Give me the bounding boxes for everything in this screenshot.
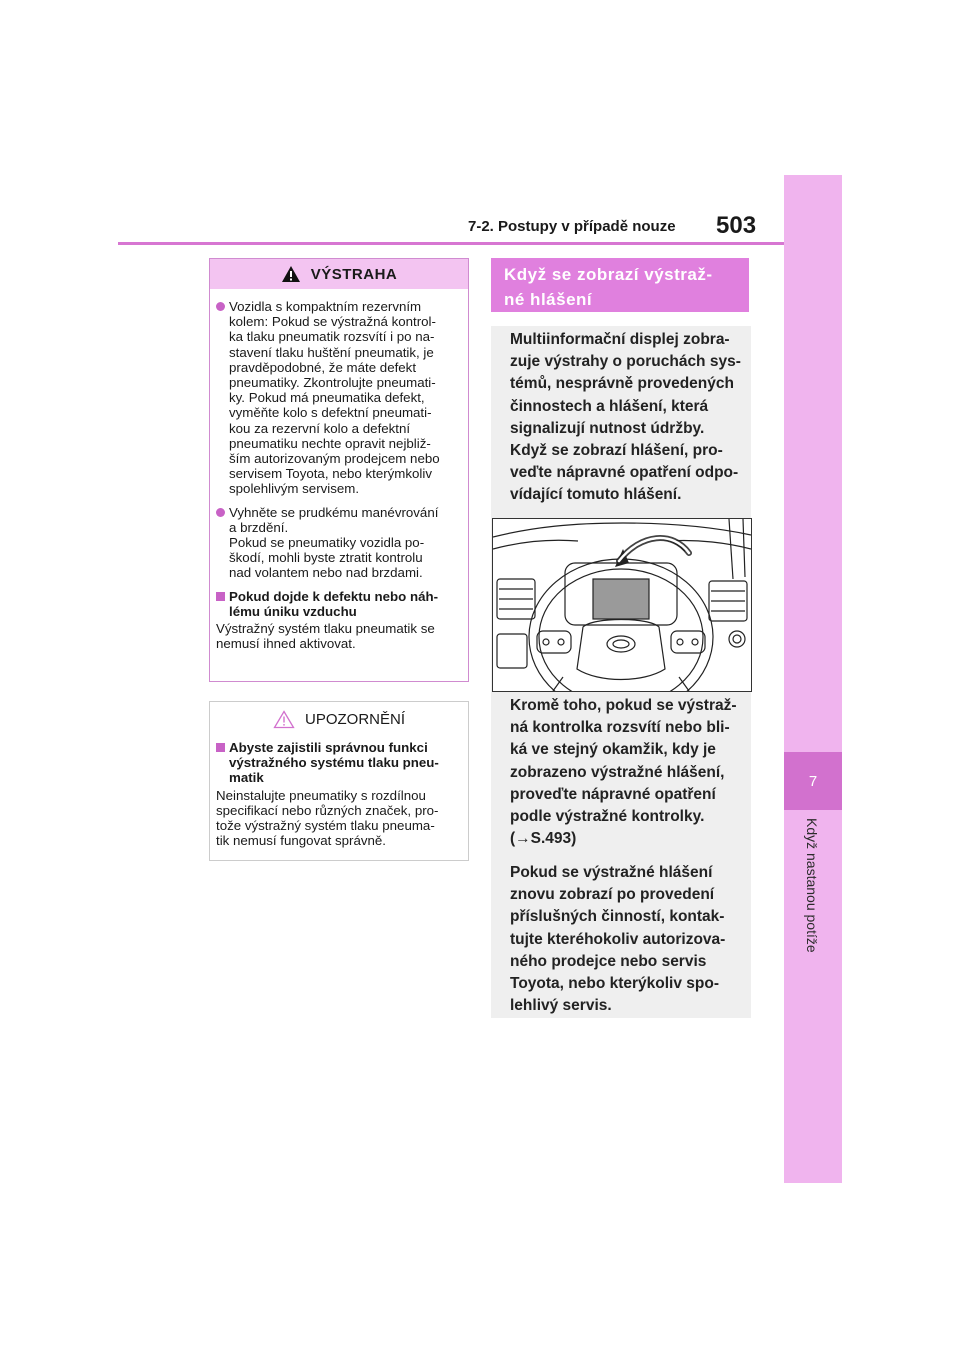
- info-text-3: Pokud se výstražné hlášení znovu zobrazí po provedení příslušných činností, kontak- tujte kteréhokoliv autorizova- ného prodejce nebo servis Toyota, nebo kterýkoliv spo- lehlivý servis.: [510, 864, 726, 1015]
- warning-item: Vozidla s kompaktním rezervním kolem: Pokud se výstražná kontrol- ka tlaku pneumatik rozsvítí i po na- stavení tlaku huštění pneumatik, je pravděpodobné, že máte defekt pneumatiky. Zkontrolujte pneumati- ky. Pokud má pneumatika defekt, vyměňte kolo s defektní pneumati- kou za rezervní kolo a defektní pneumatiku nechte opravit nejbliž- ším autorizovaným prodejcem nebo servisem Toyota, nebo kterýmkoliv spolehlivým servisem.: [216, 299, 462, 497]
- caution-paragraph: Neinstalujte pneumatiky s rozdílnou specifikací nebo různých značek, pro- tože výstražný systém tlaku pneuma- tik nemusí fungovat správně.: [216, 787, 439, 849]
- info-text-1: Multiinformační displej zobra- zuje výstrahy o poruchách sys- témů, nesprávně provedených činnostech a hlášení, která signalizují nutnost údržby. Když se zobrazí hlášení, pro- veďte nápravné opatření odpo- vídající tomuto hlášení.: [510, 331, 741, 504]
- bullet-square-icon: [216, 592, 225, 601]
- caution-subheading: Abyste zajistili správnou funkci výstražného systému tlaku pneu- matik: [216, 740, 462, 786]
- caution-triangle-icon: [273, 710, 295, 729]
- section-title: 7-2. Postupy v případě nouze: [468, 218, 676, 235]
- warning-box: [209, 258, 469, 682]
- caution-title: UPOZORNĚNÍ: [304, 710, 405, 728]
- page-number: 503: [716, 212, 757, 239]
- bullet-dot-icon: [216, 508, 225, 517]
- caution-box: [209, 701, 469, 861]
- warning-item: Vyhněte se prudkému manévrování a brzdění. Pokud se pneumatiky vozidla po- škodí, mohli byste ztratit kontrolu nad volantem nebo nad brzdami.: [216, 505, 462, 581]
- section-heading: Když se zobrazí výstraž- né hlášení: [491, 258, 749, 312]
- warning-subheading: Pokud dojde k defektu nebo náh- lému úniku vzduchu: [216, 589, 462, 619]
- dashboard-illustration: [492, 518, 752, 692]
- caution-header: [210, 704, 468, 734]
- chapter-side-tab: [784, 175, 842, 1183]
- bullet-square-icon: [216, 743, 225, 752]
- steering-wheel-display-illustration: [493, 519, 751, 691]
- chapter-title: Když nastanou potíže: [804, 818, 820, 953]
- chapter-title-vertical: [784, 818, 842, 1018]
- warning-header: [210, 259, 468, 289]
- warning-paragraph: Výstražný systém tlaku pneumatik se nemusí ihned aktivovat.: [216, 621, 435, 652]
- info-text-2: Kromě toho, pokud se výstraž- ná kontrolka rozsvítí nebo bli- ká ve stejný okamžik, kdy je zobrazeno výstražné hlášení, proveďte nápravné opatření podle výstražné kontrolky. (→S.493): [510, 697, 737, 848]
- warning-triangle-icon: [281, 265, 301, 283]
- chapter-number: 7: [784, 752, 842, 810]
- bullet-dot-icon: [216, 302, 225, 311]
- header-rule: [118, 242, 784, 245]
- warning-title: VÝSTRAHA: [310, 265, 398, 283]
